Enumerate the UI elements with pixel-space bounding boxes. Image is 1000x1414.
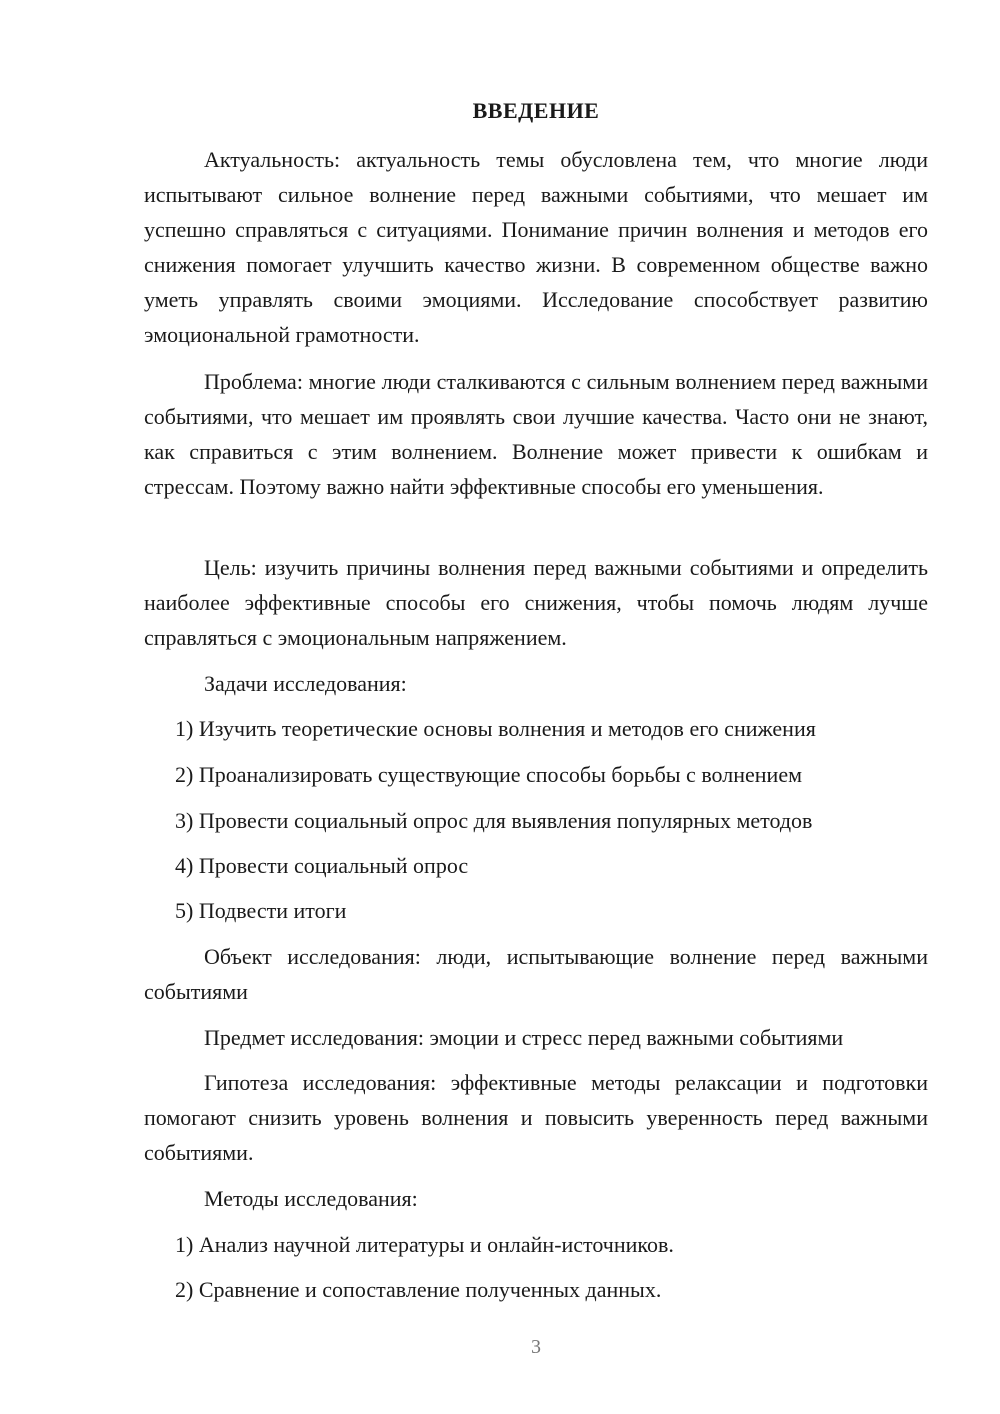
tasks-heading: Задачи исследования: <box>204 671 407 696</box>
object-paragraph: Объект исследования: люди, испытывающие волнение перед важными событиями <box>144 944 928 1004</box>
method-item: 1) Анализ научной литературы и онлайн-источников. <box>175 1232 674 1257</box>
method-item: 2) Сравнение и сопоставление полученных данных. <box>175 1277 662 1302</box>
methods-heading: Методы исследования: <box>204 1186 418 1211</box>
task-item: 1) Изучить теоретические основы волнения и методов его снижения <box>175 716 816 741</box>
relevance-paragraph: Актуальность: актуальность темы обусловлена тем, что многие люди испытывают сильное волнение перед важными событиями, что мешает им успешно справляться с ситуациями. Понимание причин волнения и методов его снижения помогает улучшить качество жизни. В современном обществе важно уметь управлять своими эмоциями. Исследование способствует развитию эмоциональной грамотности. <box>144 147 928 347</box>
subject-paragraph: Предмет исследования: эмоции и стресс перед важными событиями <box>204 1025 844 1050</box>
page-number: 3 <box>531 1336 541 1358</box>
task-item: 3) Провести социальный опрос для выявления популярных методов <box>175 808 813 833</box>
task-item: 2) Проанализировать существующие способы борьбы с волнением <box>175 762 803 787</box>
task-item: 5) Подвести итоги <box>175 898 347 923</box>
page-title: ВВЕДЕНИЕ <box>472 98 600 123</box>
hypothesis-paragraph: Гипотеза исследования: эффективные методы релаксации и подготовки помогают снизить уровень волнения и повысить уверенность перед важными событиями. <box>144 1070 928 1165</box>
problem-paragraph: Проблема: многие люди сталкиваются с сильным волнением перед важными событиями, что мешает им проявлять свои лучшие качества. Часто они не знают, как справиться с этим волнением. Волнение может привести к ошибкам и стрессам. Поэтому важно найти эффективные способы его уменьшения. <box>144 369 928 499</box>
task-item: 4) Провести социальный опрос <box>175 853 469 878</box>
goal-paragraph: Цель: изучить причины волнения перед важными событиями и определить наиболее эффективные способы его снижения, чтобы помочь людям лучше справляться с эмоциональным напряжением. <box>144 555 928 650</box>
